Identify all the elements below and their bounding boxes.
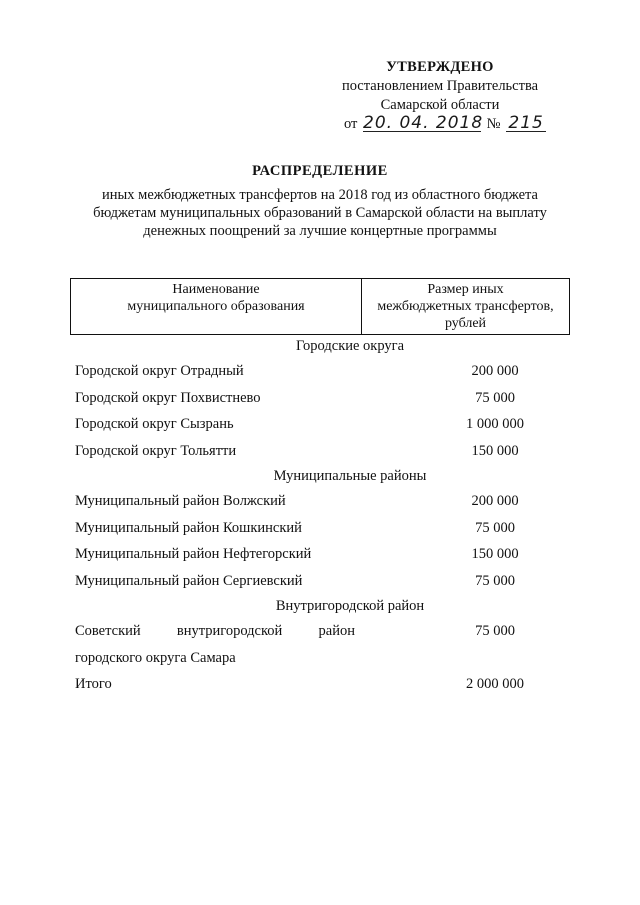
section-title: Городские округа xyxy=(295,338,405,354)
section-title: Внутригородской район xyxy=(275,598,425,614)
header-amount-line-2: межбюджетных трансфертов, xyxy=(377,299,554,314)
header-name-line-1: Наименование xyxy=(172,282,260,297)
row-name xyxy=(75,618,355,645)
row-name-word: Советский xyxy=(75,623,141,639)
header-name-line-2: муниципального образования xyxy=(127,299,305,314)
from-label: от xyxy=(344,116,358,132)
row-name: Городской округ Тольятти xyxy=(75,442,237,459)
heading-title: РАСПРЕДЕЛЕНИЕ xyxy=(252,163,388,179)
table-row xyxy=(75,515,575,542)
row-name-word: район xyxy=(318,623,355,639)
table-row xyxy=(75,541,575,568)
row-name-continuation: городского округа Самара xyxy=(75,649,236,666)
table-row xyxy=(75,618,575,645)
total-value: 2 000 000 xyxy=(466,676,524,692)
section-title: Муниципальные районы xyxy=(273,468,427,484)
handwritten-date: 20. 04. 2018 xyxy=(363,113,484,133)
row-value: 200 000 xyxy=(471,493,519,509)
heading-line-3: денежных поощрений за лучшие концертные программы xyxy=(143,223,497,239)
row-name: Муниципальный район Волжский xyxy=(75,493,286,509)
row-value: 200 000 xyxy=(471,363,519,379)
row-name: Городской округ Сызрань xyxy=(75,416,234,432)
approval-line-2: Самарской области xyxy=(380,97,500,113)
document-heading xyxy=(60,162,580,240)
handwritten-number: 215 xyxy=(508,113,544,133)
header-amount-line-3: рублей xyxy=(444,316,487,331)
table-row xyxy=(75,488,575,515)
row-name: Муниципальный район Нефтегорский xyxy=(75,546,312,562)
total-row xyxy=(75,671,575,698)
table-header xyxy=(70,278,570,335)
row-value: 150 000 xyxy=(471,442,519,459)
table-row xyxy=(75,568,575,595)
number-label: № xyxy=(486,116,501,132)
approval-title: УТВЕРЖДЕНО xyxy=(386,59,494,75)
row-value: 75 000 xyxy=(475,623,515,639)
table-row-continuation xyxy=(75,645,575,672)
row-name: Городской округ Отрадный xyxy=(75,363,244,379)
heading-line-1: иных межбюджетных трансфертов на 2018 год из областного бюджета xyxy=(102,187,538,203)
table-row xyxy=(75,438,575,465)
row-value: 1 000 000 xyxy=(466,416,524,432)
distribution-table-body xyxy=(75,334,575,698)
approval-signature-line xyxy=(320,115,560,134)
row-value: 75 000 xyxy=(475,572,515,589)
row-value: 150 000 xyxy=(471,546,519,562)
table-row xyxy=(75,358,575,385)
row-name: Городской округ Похвистнево xyxy=(75,389,261,406)
header-name-column xyxy=(71,279,362,335)
total-label: Итого xyxy=(75,676,112,692)
approval-block xyxy=(320,58,560,134)
row-value: 75 000 xyxy=(475,519,515,536)
heading-line-2: бюджетам муниципальных образований в Самарской области на выплату xyxy=(93,205,547,221)
row-value: 75 000 xyxy=(475,389,515,406)
header-amount-line-1: Размер иных xyxy=(427,282,504,297)
row-name: Муниципальный район Сергиевский xyxy=(75,572,303,589)
row-name-word: внутригородской xyxy=(176,623,283,639)
table-row xyxy=(75,385,575,412)
approval-line-1: постановлением Правительства xyxy=(341,78,539,94)
header-amount-column xyxy=(362,279,570,335)
table-row xyxy=(75,411,575,438)
row-name: Муниципальный район Кошкинский xyxy=(75,519,302,536)
